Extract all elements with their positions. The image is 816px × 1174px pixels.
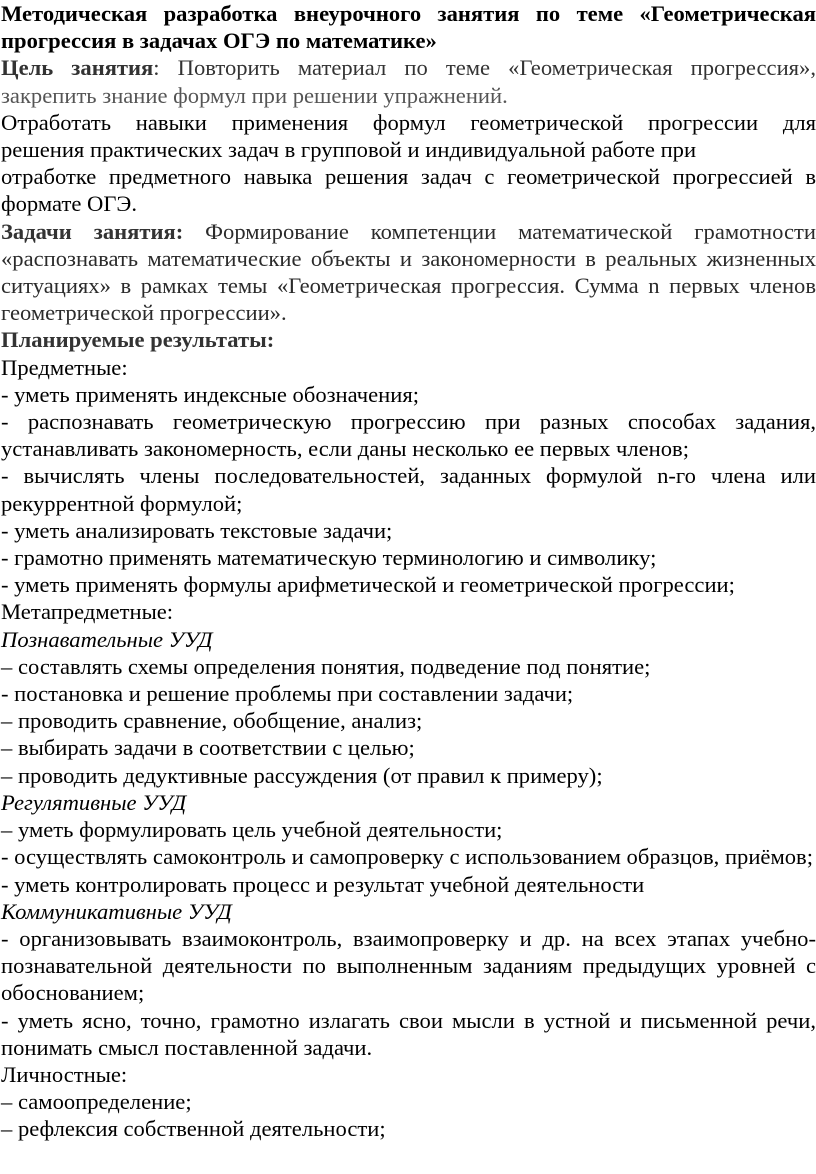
practice-line-2: решения практических задач в групповой и индивидуальной работе при <box>1 137 697 163</box>
subject-item: - уметь применять формулы арифметической и геометрической прогрессии; <box>1 572 735 598</box>
personal-item: – рефлексия собственной деятельности; <box>1 1116 386 1142</box>
regulatory-heading: Регулятивные УУД <box>1 789 187 815</box>
communicative-item: - организовывать взаимоконтроль, взаимопроверку и др. на всех этапах учебно-познавательной деятельности по выполненным заданиям предыдущих уровней с обоснованием; <box>1 925 816 1006</box>
subject-heading: Предметные: <box>1 354 128 380</box>
communicative-item: - уметь ясно, точно, грамотно излагать свои мысли в устной и письменной речи, понимать смысл поставленной задачи. <box>1 1007 816 1060</box>
goal-label: Цель занятия <box>1 55 154 81</box>
cognitive-item: – выбирать задачи в соответствии с целью; <box>1 735 415 761</box>
goal-line-1 <box>1 54 816 81</box>
practice-line-4: формате ОГЭ. <box>1 191 137 217</box>
goal-text-1: Повторить материал по теме «Геометрическая прогрессия», <box>177 55 816 81</box>
goal-line-2: закрепить знание формул при решении упражнений. <box>1 82 508 108</box>
cognitive-item: – составлять схемы определения понятия, подведение под понятие; <box>1 653 651 679</box>
cognitive-item: – проводить дедуктивные рассуждения (от правил к примеру); <box>1 762 603 788</box>
subject-item: - грамотно применять математическую терминологию и символику; <box>1 545 657 571</box>
planned-results-heading: Планируемые результаты: <box>1 327 275 353</box>
subject-item: - уметь применять индексные обозначения; <box>1 381 420 407</box>
cognitive-item: - постановка и решение проблемы при составлении задачи; <box>1 681 574 707</box>
tasks-text: Формирование компетенции математической грамотности «распознавать математические объекты и закономерности в реальных жизненных ситуациях» в рамках темы «Геометрическая прогрессия. Сумма n первых членов геометрической прогрессии». <box>1 218 816 326</box>
tasks-label: Задачи занятия: <box>1 218 184 244</box>
cognitive-heading: Познавательные УУД <box>1 626 213 652</box>
document-title: Методическая разработка внеурочного занятия по теме «Геометрическая прогрессия в задачах ОГЭ по математике» <box>1 1 816 54</box>
regulatory-item: - осуществлять самоконтроль и самопроверку с использованием образцов, приёмов; <box>1 844 813 870</box>
subject-item: - распознавать геометрическую прогрессию при разных способах задания, устанавливать закономерность, если даны несколько ее первых членов; <box>1 409 816 462</box>
regulatory-item: - уметь контролировать процесс и результат учебной деятельности <box>1 871 645 897</box>
metasubject-heading: Метапредметные: <box>1 599 174 625</box>
tasks-paragraph <box>1 218 816 327</box>
subject-item: - уметь анализировать текстовые задачи; <box>1 517 393 543</box>
personal-item: – самоопределение; <box>1 1089 192 1115</box>
subject-item: - вычислять члены последовательностей, заданных формулой n-го члена или рекуррентной формулой; <box>1 463 816 516</box>
goal-separator: : <box>153 55 178 81</box>
personal-heading: Личностные: <box>1 1061 128 1087</box>
practice-line-3: отработке предметного навыка решения задач с геометрической прогрессией в <box>1 164 816 190</box>
communicative-heading: Коммуникативные УУД <box>1 898 232 924</box>
regulatory-item: – уметь формулировать цель учебной деятельности; <box>1 817 503 843</box>
practice-paragraph <box>1 109 816 218</box>
cognitive-item: – проводить сравнение, обобщение, анализ; <box>1 708 423 734</box>
practice-line-1: Отработать навыки применения формул геометрической прогрессии для <box>1 109 816 135</box>
goal-paragraph <box>1 54 816 108</box>
